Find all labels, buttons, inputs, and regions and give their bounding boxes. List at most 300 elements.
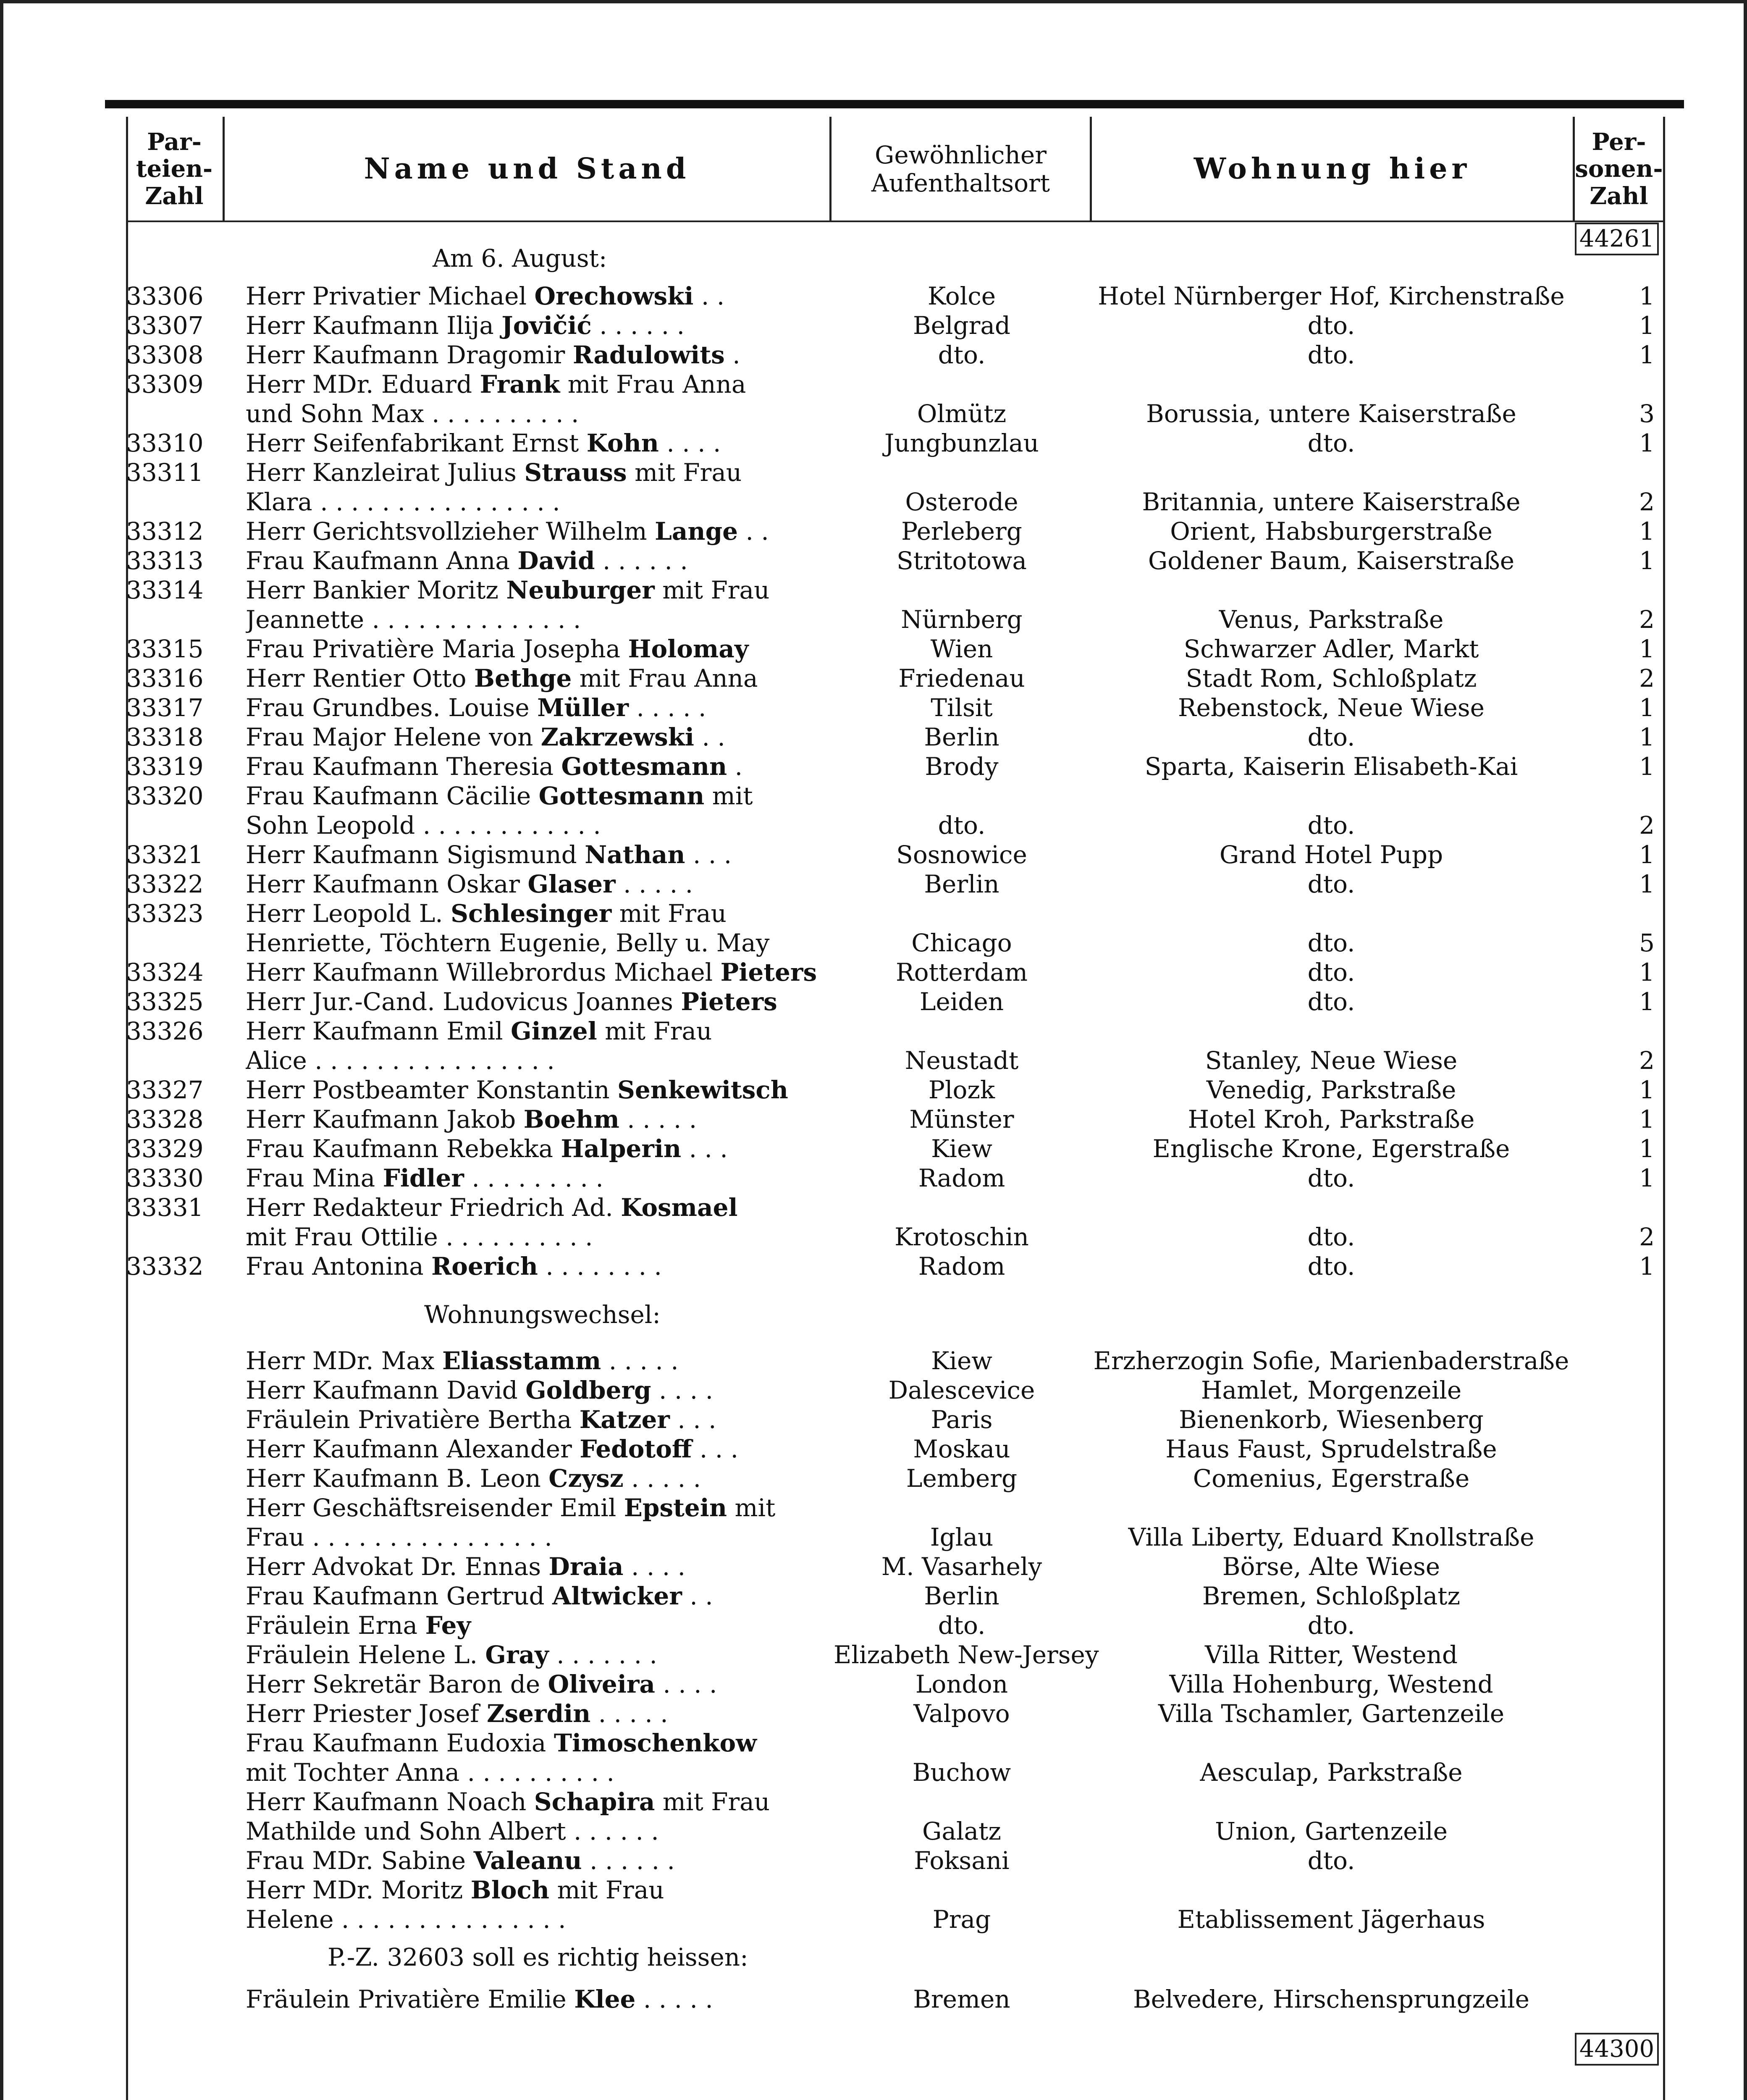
- top-rule: [105, 100, 1684, 108]
- usual-residence: Sosnowice: [896, 840, 1027, 869]
- running-total-end: 44300: [1575, 2033, 1659, 2066]
- table-row: [0, 958, 1747, 987]
- header-wohnung-hier: Wohnung hier: [1194, 152, 1471, 186]
- party-number: 33309: [126, 370, 204, 399]
- name-text: Fräulein Privatière Emilie: [246, 1985, 574, 2013]
- section-correction: P.-Z. 32603 soll es richtig heissen:: [328, 1943, 748, 1971]
- table-row: [0, 928, 1747, 958]
- party-number: 33312: [126, 517, 204, 546]
- lodging-here: Grand Hotel Pupp: [1219, 840, 1443, 869]
- party-number: 33331: [126, 1193, 204, 1222]
- name-suffix: mit Frau: [654, 576, 770, 604]
- person-count: 2: [1639, 1223, 1655, 1251]
- surname: Ginzel: [511, 1017, 597, 1045]
- name-suffix: . . . . .: [623, 1464, 701, 1493]
- name-suffix: . . .: [681, 1134, 728, 1163]
- name-text: Herr Kaufmann Emil: [246, 1017, 511, 1045]
- usual-residence: dto.: [938, 811, 986, 840]
- surname: Fidler: [383, 1164, 464, 1192]
- name-text: Fräulein Helene L.: [246, 1641, 485, 1669]
- table-row: [0, 1846, 1747, 1875]
- name-and-status: [246, 546, 823, 575]
- lodging-here: Villa Liberty, Eduard Knollstraße: [1128, 1523, 1535, 1551]
- name-text: Herr Kaufmann Oskar: [246, 870, 528, 898]
- lodging-here: Stadt Rom, Schloßplatz: [1186, 664, 1477, 693]
- header-name-und-stand: Name und Stand: [364, 152, 690, 186]
- name-suffix: mit Frau: [627, 458, 742, 487]
- lodging-here: Britannia, untere Kaiserstraße: [1142, 488, 1521, 516]
- name-and-status: [246, 1163, 823, 1193]
- name-and-status: [246, 428, 823, 458]
- lodging-here: Rebenstock, Neue Wiese: [1178, 693, 1485, 722]
- name-suffix: mit: [704, 782, 753, 810]
- name-text: Henriette, Töchtern Eugenie, Belly u. May: [246, 929, 770, 957]
- name-text: Sohn Leopold . . . . . . . . . . . .: [246, 811, 601, 840]
- name-text: Herr Kaufmann Noach: [246, 1788, 534, 1816]
- name-and-status: [246, 1984, 823, 2014]
- surname: Timoschenkow: [553, 1729, 757, 1757]
- name-text: Herr Bankier Moritz: [246, 576, 506, 604]
- name-and-status: [246, 517, 823, 546]
- usual-residence: Kiew: [931, 1347, 992, 1375]
- person-count: 1: [1639, 282, 1655, 310]
- lodging-here: Stanley, Neue Wiese: [1205, 1046, 1458, 1075]
- usual-residence: dto.: [938, 341, 986, 369]
- person-count: 1: [1639, 870, 1655, 898]
- name-text: Herr Kaufmann Alexander: [246, 1435, 580, 1463]
- name-and-status: [246, 664, 823, 693]
- lodging-here: Hotel Nürnberger Hof, Kirchenstraße: [1098, 282, 1565, 310]
- name-suffix: . . . . .: [629, 693, 706, 722]
- table-row: [0, 1046, 1747, 1075]
- usual-residence: Galatz: [922, 1817, 1001, 1845]
- name-and-status: [246, 1728, 823, 1758]
- lodging-here: dto.: [1307, 429, 1355, 457]
- person-count: 1: [1639, 1134, 1655, 1163]
- surname: Glaser: [527, 870, 616, 898]
- person-count: 2: [1639, 664, 1655, 693]
- name-text: Helene . . . . . . . . . . . . . . .: [246, 1905, 566, 1934]
- usual-residence: Krotoschin: [894, 1223, 1029, 1251]
- table-row: [0, 1522, 1747, 1552]
- name-text: Frau Kaufmann Rebekka: [246, 1134, 561, 1163]
- name-suffix: . .: [738, 517, 769, 546]
- usual-residence: Chicago: [911, 929, 1012, 957]
- table-row: [0, 1905, 1747, 1934]
- name-text: Herr Kaufmann Dragomir: [246, 341, 573, 369]
- name-suffix: . . . . . . .: [548, 1641, 657, 1669]
- name-suffix: . . . . . . . .: [538, 1252, 662, 1281]
- name-and-status: [246, 869, 823, 899]
- table-row: [0, 840, 1747, 869]
- surname: Lange: [655, 517, 738, 546]
- table-row: [0, 311, 1747, 340]
- name-and-status: [246, 487, 823, 517]
- table-row: [0, 1875, 1747, 1905]
- table-row: [0, 487, 1747, 517]
- table-row: [0, 1193, 1747, 1222]
- name-and-status: [246, 840, 823, 869]
- table-row: [0, 987, 1747, 1016]
- name-suffix: mit Frau Anna: [560, 370, 746, 399]
- name-text: mit Frau Ottilie . . . . . . . . . .: [246, 1223, 593, 1251]
- party-number: 33322: [126, 870, 204, 898]
- name-text: Herr Kaufmann Ilija: [246, 311, 502, 340]
- person-count: 2: [1639, 811, 1655, 840]
- party-number: 33311: [126, 458, 204, 487]
- person-count: 2: [1639, 488, 1655, 516]
- surname: Bethge: [474, 664, 572, 693]
- name-suffix: . . . . .: [619, 1105, 697, 1134]
- party-number: 33318: [126, 723, 204, 751]
- name-and-status: [246, 1670, 823, 1699]
- party-number: 33317: [126, 693, 204, 722]
- name-text: Fräulein Erna: [246, 1611, 425, 1640]
- name-and-status: [246, 1493, 823, 1522]
- table-row: [0, 281, 1747, 311]
- lodging-here: Hotel Kroh, Parkstraße: [1188, 1105, 1475, 1134]
- lodging-here: Hamlet, Morgenzeile: [1201, 1376, 1462, 1404]
- lodging-here: dto.: [1307, 1252, 1355, 1281]
- lodging-here: dto.: [1307, 958, 1355, 987]
- usual-residence: Friedenau: [898, 664, 1025, 693]
- surname: Zakrzewski: [540, 723, 695, 751]
- name-suffix: . . . .: [655, 1670, 717, 1698]
- header-parteien-zahl: Par- teien- Zahl: [136, 128, 213, 210]
- name-and-status: [246, 1405, 823, 1434]
- person-count: 5: [1639, 929, 1655, 957]
- usual-residence: Paris: [931, 1405, 993, 1434]
- table-row: [0, 1699, 1747, 1728]
- name-and-status: [246, 1640, 823, 1670]
- name-and-status: [246, 1846, 823, 1875]
- name-and-status: [246, 1611, 823, 1640]
- usual-residence: Radom: [918, 1164, 1005, 1192]
- name-and-status: [246, 1434, 823, 1464]
- name-and-status: [246, 370, 823, 399]
- table-row: [0, 605, 1747, 634]
- party-number: 33321: [126, 840, 204, 869]
- name-suffix: . . . . .: [615, 870, 693, 898]
- name-text: Fräulein Privatière Bertha: [246, 1405, 580, 1434]
- surname: Roerich: [431, 1252, 538, 1281]
- lodging-here: Borussia, untere Kaiserstraße: [1146, 399, 1516, 428]
- name-suffix: mit: [727, 1494, 776, 1522]
- usual-residence: Radom: [918, 1252, 1005, 1281]
- surname: Fey: [425, 1611, 471, 1640]
- name-suffix: . . . . .: [601, 1347, 679, 1375]
- name-suffix: mit Frau: [597, 1017, 712, 1045]
- name-and-status: [246, 781, 823, 811]
- lodging-here: Villa Ritter, Westend: [1204, 1641, 1458, 1669]
- table-row: [0, 546, 1747, 575]
- party-number: 33329: [126, 1134, 204, 1163]
- surname: Czysz: [548, 1464, 624, 1493]
- surname: Bloch: [470, 1876, 550, 1904]
- table-row: [0, 1816, 1747, 1846]
- name-text: Frau Privatière Maria Josepha: [246, 635, 628, 663]
- table-row: [0, 517, 1747, 546]
- table-row: [0, 1346, 1747, 1376]
- name-suffix: . . .: [669, 1405, 716, 1434]
- table-row: [0, 899, 1747, 928]
- surname: Frank: [480, 370, 560, 399]
- name-and-status: [246, 1905, 823, 1934]
- name-suffix: .: [727, 752, 743, 781]
- name-text: und Sohn Max . . . . . . . . . .: [246, 399, 579, 428]
- name-and-status: [246, 1046, 823, 1075]
- surname: Schapira: [534, 1788, 655, 1816]
- table-row: [0, 1611, 1747, 1640]
- surname: Schlesinger: [451, 899, 612, 928]
- party-number: 33323: [126, 899, 204, 928]
- table-row: [0, 1434, 1747, 1464]
- surname: David: [517, 546, 595, 575]
- name-text: Herr Leopold L.: [246, 899, 451, 928]
- name-and-status: [246, 311, 823, 340]
- person-count: 1: [1639, 987, 1655, 1016]
- person-count: 3: [1639, 399, 1655, 428]
- name-text: Frau . . . . . . . . . . . . . . . .: [246, 1523, 552, 1551]
- usual-residence: Elizabeth New-Jersey: [834, 1641, 1099, 1669]
- name-and-status: [246, 575, 823, 605]
- lodging-here: Etablissement Jägerhaus: [1177, 1905, 1485, 1934]
- person-count: 1: [1639, 429, 1655, 457]
- name-text: Frau Kaufmann Theresia: [246, 752, 561, 781]
- surname: Nathan: [585, 840, 685, 869]
- usual-residence: M. Vasarhely: [881, 1552, 1042, 1581]
- name-text: Herr Advokat Dr. Ennas: [246, 1552, 549, 1581]
- usual-residence: dto.: [938, 1611, 986, 1640]
- lodging-here: dto.: [1307, 1164, 1355, 1192]
- name-suffix: .: [724, 341, 740, 369]
- name-and-status: [246, 1581, 823, 1611]
- usual-residence: Münster: [909, 1105, 1014, 1134]
- surname: Boehm: [523, 1105, 619, 1134]
- name-text: Herr Gerichtsvollzieher Wilhelm: [246, 517, 655, 546]
- name-text: Herr Jur.-Cand. Ludovicus Joannes: [246, 987, 681, 1016]
- table-row: [0, 1252, 1747, 1281]
- lodging-here: Schwarzer Adler, Markt: [1183, 635, 1479, 663]
- surname: Klee: [574, 1985, 636, 2013]
- name-suffix: . . . .: [658, 429, 721, 457]
- name-and-status: [246, 1522, 823, 1552]
- usual-residence: Neustadt: [905, 1046, 1019, 1075]
- table-row: [0, 428, 1747, 458]
- name-text: Herr Kaufmann Sigismund: [246, 840, 585, 869]
- party-number: 33319: [126, 752, 204, 781]
- name-suffix: . . . . . .: [582, 1846, 675, 1875]
- usual-residence: Nürnberg: [901, 605, 1023, 634]
- table-row: [0, 458, 1747, 487]
- lodging-here: Venedig, Parkstraße: [1206, 1076, 1456, 1104]
- usual-residence: Leiden: [919, 987, 1004, 1016]
- surname: Goldberg: [525, 1376, 651, 1404]
- lodging-here: Union, Gartenzeile: [1215, 1817, 1448, 1845]
- lodging-here: dto.: [1307, 870, 1355, 898]
- table-row: [0, 340, 1747, 370]
- name-text: Herr Kaufmann B. Leon: [246, 1464, 549, 1493]
- usual-residence: Tilsit: [931, 693, 993, 722]
- table-row: [0, 1105, 1747, 1134]
- name-suffix: . . . . . .: [591, 311, 685, 340]
- table-row: [0, 1581, 1747, 1611]
- name-text: Jeannette . . . . . . . . . . . . . .: [246, 605, 581, 634]
- name-text: Herr MDr. Max: [246, 1347, 443, 1375]
- person-count: 1: [1639, 311, 1655, 340]
- name-and-status: [246, 634, 823, 664]
- usual-residence: Wien: [930, 635, 993, 663]
- usual-residence: Valpovo: [913, 1699, 1010, 1728]
- surname: Jovičić: [501, 311, 592, 340]
- person-count: 1: [1639, 723, 1655, 751]
- usual-residence: London: [915, 1670, 1008, 1698]
- party-number: 33325: [126, 987, 204, 1016]
- name-suffix: . . . . .: [635, 1985, 713, 2013]
- name-text: Herr Kaufmann David: [246, 1376, 526, 1404]
- lodging-here: Erzherzogin Sofie, Marienbaderstraße: [1093, 1347, 1569, 1375]
- surname: Altwicker: [552, 1582, 682, 1610]
- party-number: 33316: [126, 664, 204, 693]
- name-and-status: [246, 399, 823, 428]
- name-and-status: [246, 987, 823, 1016]
- name-suffix: . . . .: [651, 1376, 713, 1404]
- surname: Zserdin: [487, 1699, 591, 1728]
- surname: Epstein: [624, 1494, 727, 1522]
- person-count: 1: [1639, 1164, 1655, 1192]
- name-suffix: . .: [693, 282, 725, 310]
- lodging-here: dto.: [1307, 1223, 1355, 1251]
- name-suffix: . .: [694, 723, 725, 751]
- table-row: [0, 399, 1747, 428]
- surname: Valeanu: [473, 1846, 582, 1875]
- section-change-of-address: Wohnungswechsel:: [424, 1300, 661, 1329]
- surname: Gottesmann: [538, 782, 705, 810]
- party-number: 33313: [126, 546, 204, 575]
- name-text: Herr Seifenfabrikant Ernst: [246, 429, 587, 457]
- table-row: [0, 722, 1747, 752]
- name-suffix: mit Frau: [655, 1788, 770, 1816]
- usual-residence: Jungbunzlau: [884, 429, 1039, 457]
- surname: Katzer: [579, 1405, 670, 1434]
- party-number: 33324: [126, 958, 204, 987]
- name-and-status: [246, 1787, 823, 1816]
- surname: Müller: [537, 693, 629, 722]
- name-suffix: . . .: [692, 1435, 739, 1463]
- table-row: [0, 1222, 1747, 1252]
- party-number: 33330: [126, 1164, 204, 1192]
- usual-residence: Berlin: [924, 723, 999, 751]
- usual-residence: Kiew: [931, 1134, 992, 1163]
- name-text: Herr Kaufmann Jakob: [246, 1105, 524, 1134]
- header-aufenthaltsort: Gewöhnlicher Aufenthaltsort: [871, 140, 1050, 197]
- name-text: Frau Kaufmann Gertrud: [246, 1582, 553, 1610]
- lodging-here: Orient, Habsburgerstraße: [1170, 517, 1493, 546]
- name-and-status: [246, 1193, 823, 1222]
- name-text: Frau Mina: [246, 1164, 383, 1192]
- name-text: Frau Kaufmann Eudoxia: [246, 1729, 554, 1757]
- person-count: 1: [1639, 840, 1655, 869]
- lodging-here: Sparta, Kaiserin Elisabeth-Kai: [1144, 752, 1518, 781]
- surname: Gottesmann: [561, 752, 727, 781]
- section-date: Am 6. August:: [433, 244, 607, 273]
- party-number: 33310: [126, 429, 204, 457]
- name-and-status: [246, 928, 823, 958]
- usual-residence: Dalescevice: [888, 1376, 1035, 1404]
- table-row: [0, 1075, 1747, 1105]
- usual-residence: Perleberg: [901, 517, 1022, 546]
- table-row: [0, 1787, 1747, 1816]
- name-suffix: . . . . .: [590, 1699, 668, 1728]
- person-count: 1: [1639, 1252, 1655, 1281]
- name-text: Frau MDr. Sabine: [246, 1846, 474, 1875]
- name-suffix: . . .: [685, 840, 732, 869]
- surname: Senkewitsch: [617, 1076, 788, 1104]
- name-text: Frau Kaufmann Cäcilie: [246, 782, 539, 810]
- lodging-here: Goldener Baum, Kaiserstraße: [1148, 546, 1515, 575]
- usual-residence: Moskau: [913, 1435, 1010, 1463]
- name-and-status: [246, 281, 823, 311]
- table-row: [0, 1552, 1747, 1581]
- lodging-here: dto.: [1307, 929, 1355, 957]
- surname: Oliveira: [548, 1670, 655, 1698]
- name-and-status: [246, 605, 823, 634]
- person-count: 1: [1639, 1105, 1655, 1134]
- name-text: Frau Kaufmann Anna: [246, 546, 518, 575]
- table-row: [0, 370, 1747, 399]
- table-row: [0, 1493, 1747, 1522]
- table-row: [0, 1163, 1747, 1193]
- surname: Holomay: [628, 635, 749, 663]
- table-row: [0, 1134, 1747, 1163]
- name-text: Herr Priester Josef: [246, 1699, 487, 1728]
- usual-residence: Rotterdam: [896, 958, 1028, 987]
- name-text: Herr Rentier Otto: [246, 664, 475, 693]
- surname: Gray: [485, 1641, 549, 1669]
- usual-residence: Kolce: [927, 282, 996, 310]
- usual-residence: Plozk: [928, 1076, 995, 1104]
- name-and-status: [246, 1758, 823, 1787]
- usual-residence: Osterode: [905, 488, 1018, 516]
- name-and-status: [246, 1464, 823, 1493]
- surname: Pieters: [720, 958, 817, 987]
- lodging-here: Aesculap, Parkstraße: [1200, 1758, 1463, 1787]
- name-text: Frau Major Helene von: [246, 723, 541, 751]
- lodging-here: dto.: [1307, 311, 1355, 340]
- table-row: [0, 1758, 1747, 1787]
- person-count: 1: [1639, 958, 1655, 987]
- usual-residence: Stritotowa: [897, 546, 1027, 575]
- usual-residence: Bremen: [913, 1985, 1010, 2013]
- name-and-status: [246, 811, 823, 840]
- lodging-here: dto.: [1307, 723, 1355, 751]
- name-text: Frau Antonina: [246, 1252, 432, 1281]
- usual-residence: Brody: [925, 752, 999, 781]
- header-personen-zahl: Per- sonen- Zahl: [1575, 128, 1663, 210]
- name-suffix: . . . .: [623, 1552, 686, 1581]
- lodging-here: Englische Krone, Egerstraße: [1152, 1134, 1510, 1163]
- surname: Eliasstamm: [442, 1347, 601, 1375]
- name-and-status: [246, 1105, 823, 1134]
- name-text: Klara . . . . . . . . . . . . . . . .: [246, 488, 560, 516]
- surname: Draia: [548, 1552, 624, 1581]
- person-count: 2: [1639, 605, 1655, 634]
- party-number: 33320: [126, 782, 204, 810]
- lodging-here: Börse, Alte Wiese: [1222, 1552, 1440, 1581]
- table-row: [0, 634, 1747, 664]
- name-and-status: [246, 752, 823, 781]
- name-suffix: . . . . . .: [595, 546, 688, 575]
